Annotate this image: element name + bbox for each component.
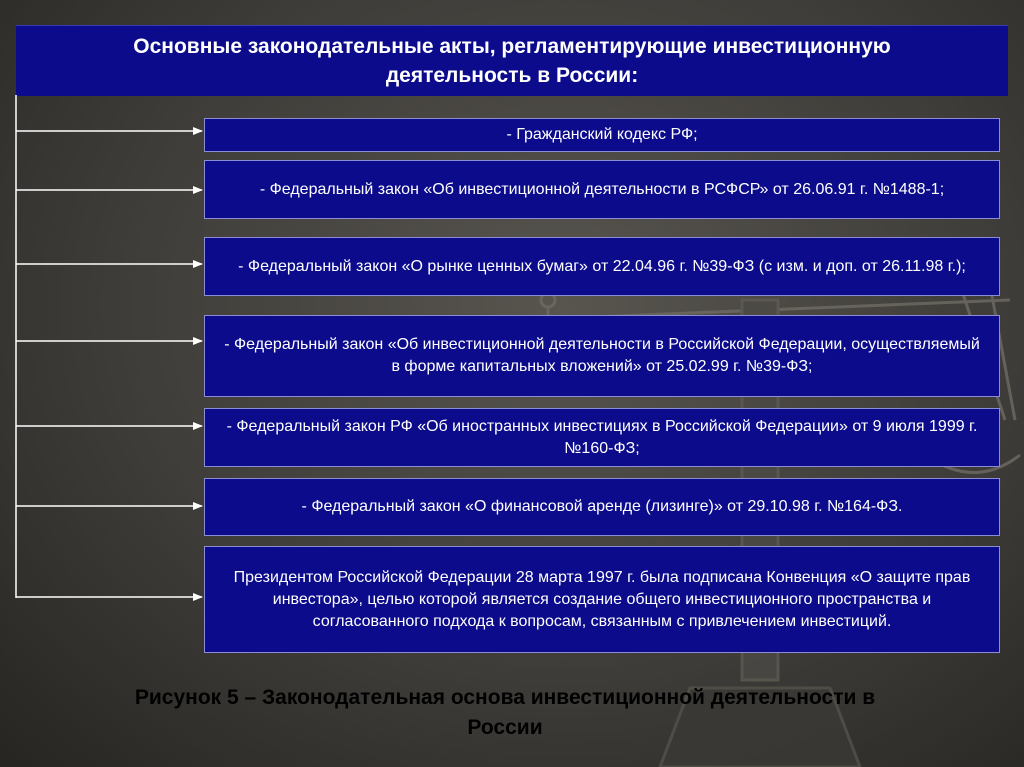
law-box-text: - Федеральный закон «Об инвестиционной деятельности в Российской Федерации, осуществляемый в форме капитальных вложений» от 25.02.99 г. №39-ФЗ; [224,336,980,375]
law-box-civil-code [204,118,1000,152]
law-box-text: - Федеральный закон РФ «Об иностранных инвестициях в Российской Федерации» от 9 июля 1999 г. №160-ФЗ; [226,417,978,457]
law-box-text: - Федеральный закон «О финансовой аренде (лизинге)» от 29.10.98 г. №164-ФЗ. [301,498,903,515]
diagram-title-text: Основные законодательные акты, регламентирующие инвестиционную деятельность в России: [133,35,891,87]
law-box-text: Президентом Российской Федерации 28 марта 1997 г. была подписана Конвенция «О защите прав инвестора», целью которой является создание общего инвестиционного пространства и согласованного подхода к вопросам, связанным с привлечением инвестиций. [233,568,971,630]
law-box-capital-investments [204,315,1000,397]
law-box-investor-convention [204,546,1000,653]
figure-caption: Рисунок 5 – Законодательная основа инвестиционной деятельности в России [134,686,876,739]
law-box-leasing [204,478,1000,536]
law-box-text: - Гражданский кодекс РФ; [506,126,698,143]
law-box-text: - Федеральный закон «Об инвестиционной деятельности в РСФСР» от 26.06.91 г. №1488-1; [259,180,945,198]
law-box-investment-rsfsr [204,160,1000,219]
law-box-text: - Федеральный закон «О рынке ценных бумаг» от 22.04.96 г. №39-ФЗ (с изм. и доп. от 26.11.98 г.); [238,257,966,275]
diagram-title [16,25,1008,96]
law-box-securities-market [204,237,1000,296]
law-box-foreign-investments [204,408,1000,467]
